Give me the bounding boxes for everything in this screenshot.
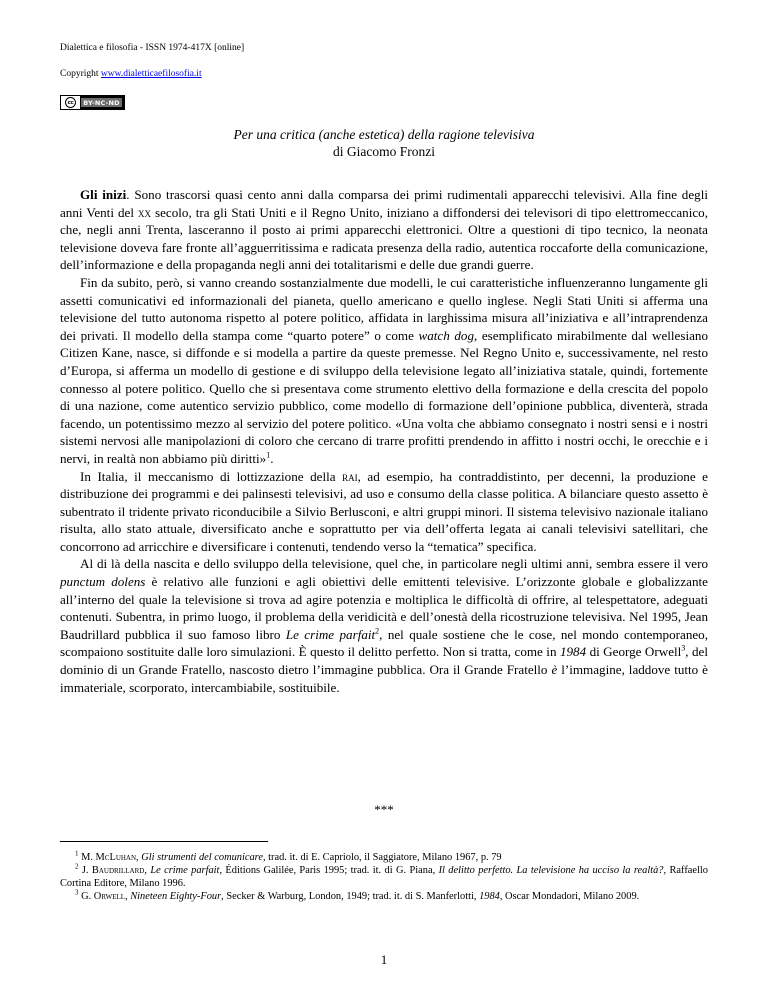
paragraph-2: Fin da subito, però, si vanno creando sostanzialmente due modelli, le cui caratteristiche influenzeranno lungamente gli assetti comunicativi ed informazionali del pianeta, quello americano e quello inglese. Negli Stati Uniti si afferma una televisione del tutto autonoma rispetto al potere politico, affidata in larghissima misura all’iniziativa e all’intraprendenza dei privati. Il modello della stampa come “quarto potere” o come watch dog, esemplificato mirabilmente dal wellesiano Citizen Kane, nasce, si diffonde e si modella a partire da queste premesse. Nel Regno Unito e, successivamente, nel resto d’Europa, si afferma un modello di gestione e di sviluppo della televisione legato all’iniziativa statale, quindi, fortemente connesso al potere politico. Quello che si presentava come strumento elettivo della formazione e della crescita del popolo di una nazione, come autentico servizio pubblico, come modello di formazione dell’opinione pubblica, diventerà, strada facendo, un potentissimo mezzo al servizio del potere politico. «Una volta che abbiamo consegnato i nostri sensi e i nostri sistemi nervosi alle manipolazioni di coloro che cercano di trarre profitti prendendo in affitto i nostri occhi, le orecchie e i nervi, in realtà non abbiamo più diritti»$^1$.	[60, 274, 708, 466]
article-byline: di Giacomo Fronzi	[333, 144, 435, 159]
paragraph-4: Al di là della nascita e dello sviluppo della televisione, quel che, in particolare negli ultimi anni, sembra essere il vero punctum dolens è relativo alle funzioni e agli obiettivi delle emittenti televisive. L’orizzonte globale e globalizzante all’interno del quale la televisione si trova ad agire potenzia e moltiplica le difficoltà di offrire, al telespettatore, adeguati contenuti. Subentra, in primo luogo, il problema della veridicità e dell’onestà della ricostruzione televisiva. Nel 1995, Jean Baudrillard pubblica il suo famoso libro Le crime parfait$^2$, nel quale sostiene che le cose, nel mondo contemporaneo, scompaiono sostituite dalle loro simulazioni. È questo il delitto perfetto. Non si tratta, come in 1984 di George Orwell$^3$, del dominio di un Grande Fratello, nascosto dietro l’immagine pubblica. Ora il Grande Fratello è l’immagine, laddove tutto è immateriale, scorporato, intercambiabile, sostituibile.	[60, 556, 708, 695]
copyright-label: Copyright	[60, 69, 101, 79]
journal-header: Dialettica e filosofia - ISSN 1974-417X [online]	[60, 43, 245, 53]
section-lead: Gli inizi	[80, 187, 127, 202]
cc-icon: cc	[61, 96, 80, 109]
footnote-2: $^2$ J. Baudrillard, Le crime parfait, Éditions Galilée, Paris 1995; trad. it. di G. Piana, Il delitto perfetto. La televisione ha ucciso la realtà?, Raffaello Cortina Editore, Milano 1996.	[60, 862, 708, 889]
article-heading	[0, 126, 768, 160]
footnote-3: $^3$ G. Orwell, Nineteen Eighty-Four, Secker & Warburg, London, 1949; trad. it. di S. Manferlotti, 1984, Oscar Mondadori, Milano 2009.	[75, 888, 640, 902]
paragraph-3: In Italia, il meccanismo di lottizzazione della rai, ad esempio, ha contraddistinto, per decenni, la produzione e distribuzione dei programmi e dei palinsesti televisivi, ad uso e consumo della classe politica. A bilanciare questo assetto è subentrato il tridente privato riconducibile a Silvio Berlusconi, e altri gruppi minori. Il sistema televisivo nazionale italiano risulta, allo stato attuale, diversificato anche e soprattutto per via dell’offerta legata ai canali televisivi satellitari, che concorrono ad arricchire e diversificare i contenuti, tendendo verso la “tematica” specifica.	[60, 468, 708, 554]
article-title: Per una critica (anche estetica) della ragione televisiva	[233, 127, 535, 142]
footnotes	[60, 851, 708, 903]
cc-license-badge[interactable]	[60, 95, 125, 110]
page-number: 1	[380, 952, 388, 967]
cc-license-text: BY-NC-ND	[81, 98, 122, 107]
article-body	[60, 186, 708, 696]
footnote-rule	[60, 841, 268, 842]
copyright-link[interactable]: www.dialetticaefilosofia.it	[100, 69, 202, 79]
copyright-line	[60, 68, 202, 80]
footnote-ref-1[interactable]: 1	[266, 450, 271, 460]
footnote-ref-2[interactable]: 2	[375, 626, 380, 636]
footnote-1: $^1$ M. McLuhan, Gli strumenti del comunicare, trad. it. di E. Capriolo, il Saggiatore, Milano 1967, p. 79	[75, 849, 502, 863]
footnote-ref-3[interactable]: 3	[681, 644, 686, 654]
paragraph-1: Gli inizi. Sono trascorsi quasi cento anni dalla comparsa dei primi rudimentali apparecchi televisivi. Alla fine degli anni Venti del xx secolo, tra gli Stati Uniti e il Regno Unito, iniziano a diffondersi dei televisori di tipo elettromeccanico, che, negli anni Trenta, lasceranno il posto ai primi apparecchi elettronici. Oltre a questioni di tipo tecnico, la neonata televisione doveva fare fronte all’agguerritissima e radicata presenza della radio, autentica roccaforte della comunicazione, dell’informazione e della propaganda negli anni dei totalitarismi e delle due grandi guerre.	[60, 187, 708, 273]
section-separator: ***	[374, 802, 394, 817]
